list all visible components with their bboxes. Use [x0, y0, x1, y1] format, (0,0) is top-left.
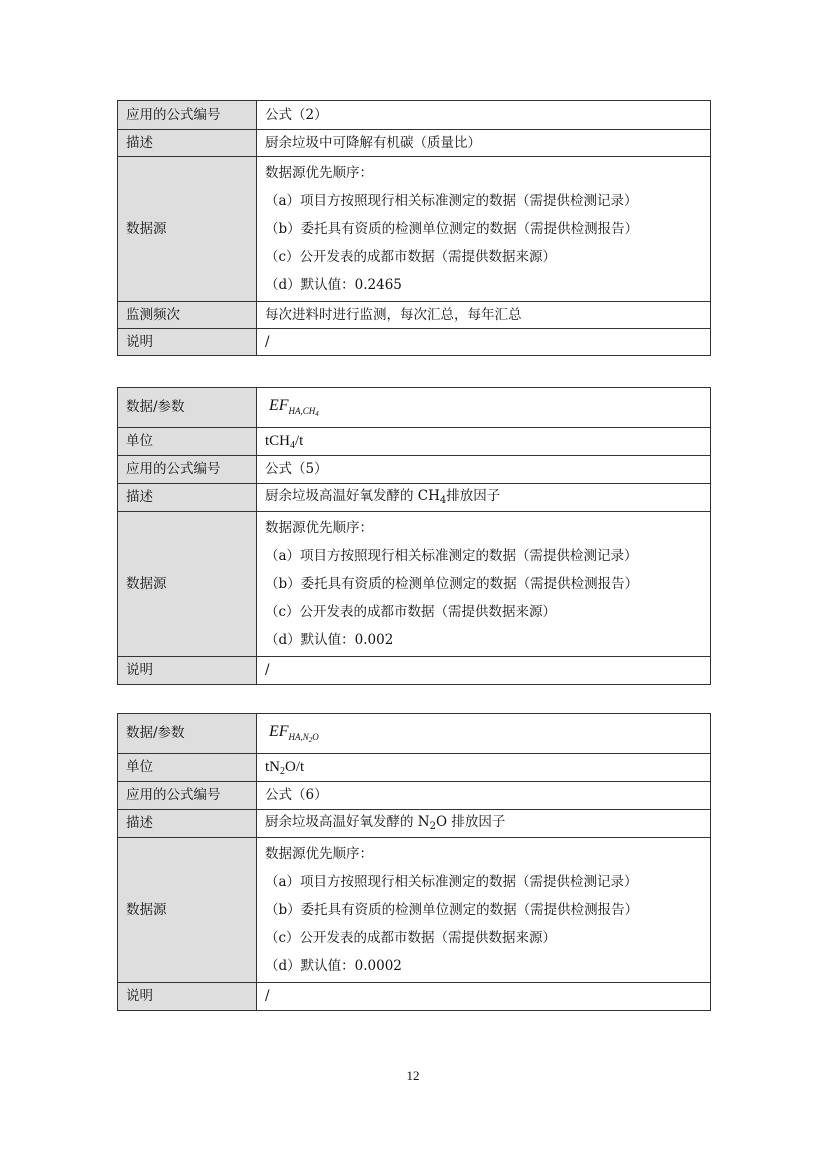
table-row: [118, 456, 711, 484]
row-value: 厨余垃圾高温好氧发酵的 $CH_4$排放因子: [257, 484, 711, 512]
table-row: [118, 484, 711, 512]
row-label: 监测频次: [118, 302, 257, 329]
row-label: 描述: [118, 810, 257, 838]
row-value: 公式（6）: [257, 782, 711, 810]
table-row: [118, 329, 711, 356]
table-row: [118, 302, 711, 329]
row-value: 公式（2）: [257, 101, 711, 130]
table-row: [118, 983, 711, 1011]
source-line: （a）项目方按照现行相关标准测定的数据（需提供检测记录）: [265, 193, 638, 209]
source-line: （b）委托具有资质的检测单位测定的数据（需提供检测报告）: [265, 221, 639, 237]
row-label: 数据/参数: [118, 388, 257, 428]
row-label: 单位: [118, 754, 257, 782]
page-number: 12: [406, 1068, 420, 1083]
source-line: （b）委托具有资质的检测单位测定的数据（需提供检测报告）: [265, 576, 639, 592]
row-value: 厨余垃圾高温好氧发酵的 $N_2O$ 排放因子: [257, 810, 711, 838]
row-label: 说明: [118, 983, 257, 1011]
row-value: 每次进料时进行监测，每次汇总，每年汇总: [257, 302, 711, 329]
table-row: [118, 838, 711, 983]
table-row: [118, 512, 711, 657]
table-row: [118, 782, 711, 810]
source-line: （c）公开发表的成都市数据（需提供数据来源）: [265, 249, 557, 265]
row-value: 厨余垃圾中可降解有机碳（质量比）: [257, 130, 711, 157]
row-value: 公式（5）: [257, 456, 711, 484]
table-row: [118, 428, 711, 456]
row-label: 数据源: [118, 157, 257, 302]
row-label: 单位: [118, 428, 257, 456]
parameter-table-n2o: [117, 713, 711, 1011]
unit-value: $tN_2O/t$: [257, 754, 711, 782]
parameter-table-ch4: [117, 387, 711, 685]
source-line: （a）项目方按照现行相关标准测定的数据（需提供检测记录）: [265, 874, 638, 890]
data-source-cell: [257, 512, 711, 657]
row-label: 描述: [118, 484, 257, 512]
row-label: 数据源: [118, 512, 257, 657]
source-line: 数据源优先顺序：: [265, 846, 373, 862]
unit-value: tCH$_4$/t: [257, 428, 711, 456]
row-label: 说明: [118, 657, 257, 685]
source-line: （c）公开发表的成都市数据（需提供数据来源）: [265, 930, 557, 946]
source-line: （d）默认值：0.0002: [265, 958, 402, 974]
row-label: 应用的公式编号: [118, 456, 257, 484]
table-row: [118, 810, 711, 838]
row-value: /: [257, 329, 711, 356]
table-row: [118, 714, 711, 754]
table-row: [118, 157, 711, 302]
row-label: 应用的公式编号: [118, 782, 257, 810]
data-source-cell: [257, 838, 711, 983]
row-value: /: [257, 983, 711, 1011]
source-line: （a）项目方按照现行相关标准测定的数据（需提供检测记录）: [265, 548, 638, 564]
source-line: 数据源优先顺序：: [265, 165, 373, 181]
source-line: （d）默认值：0.2465: [265, 277, 402, 293]
param-symbol: $EF_{HA,CH_4}$: [257, 388, 711, 428]
row-value: /: [257, 657, 711, 685]
source-line: 数据源优先顺序：: [265, 520, 373, 536]
source-line: （c）公开发表的成都市数据（需提供数据来源）: [265, 604, 557, 620]
parameter-table-doc: [117, 100, 711, 356]
table-row: [118, 101, 711, 130]
source-line: （d）默认值：0.002: [265, 632, 394, 648]
source-line: （b）委托具有资质的检测单位测定的数据（需提供检测报告）: [265, 902, 639, 918]
row-label: 应用的公式编号: [118, 101, 257, 130]
param-symbol: $EF_{HA,N_2O}$: [257, 714, 711, 754]
row-label: 说明: [118, 329, 257, 356]
row-label: 描述: [118, 130, 257, 157]
row-label: 数据/参数: [118, 714, 257, 754]
table-row: [118, 754, 711, 782]
data-source-cell: [257, 157, 711, 302]
table-row: [118, 657, 711, 685]
table-row: [118, 388, 711, 428]
table-row: [118, 130, 711, 157]
row-label: 数据源: [118, 838, 257, 983]
